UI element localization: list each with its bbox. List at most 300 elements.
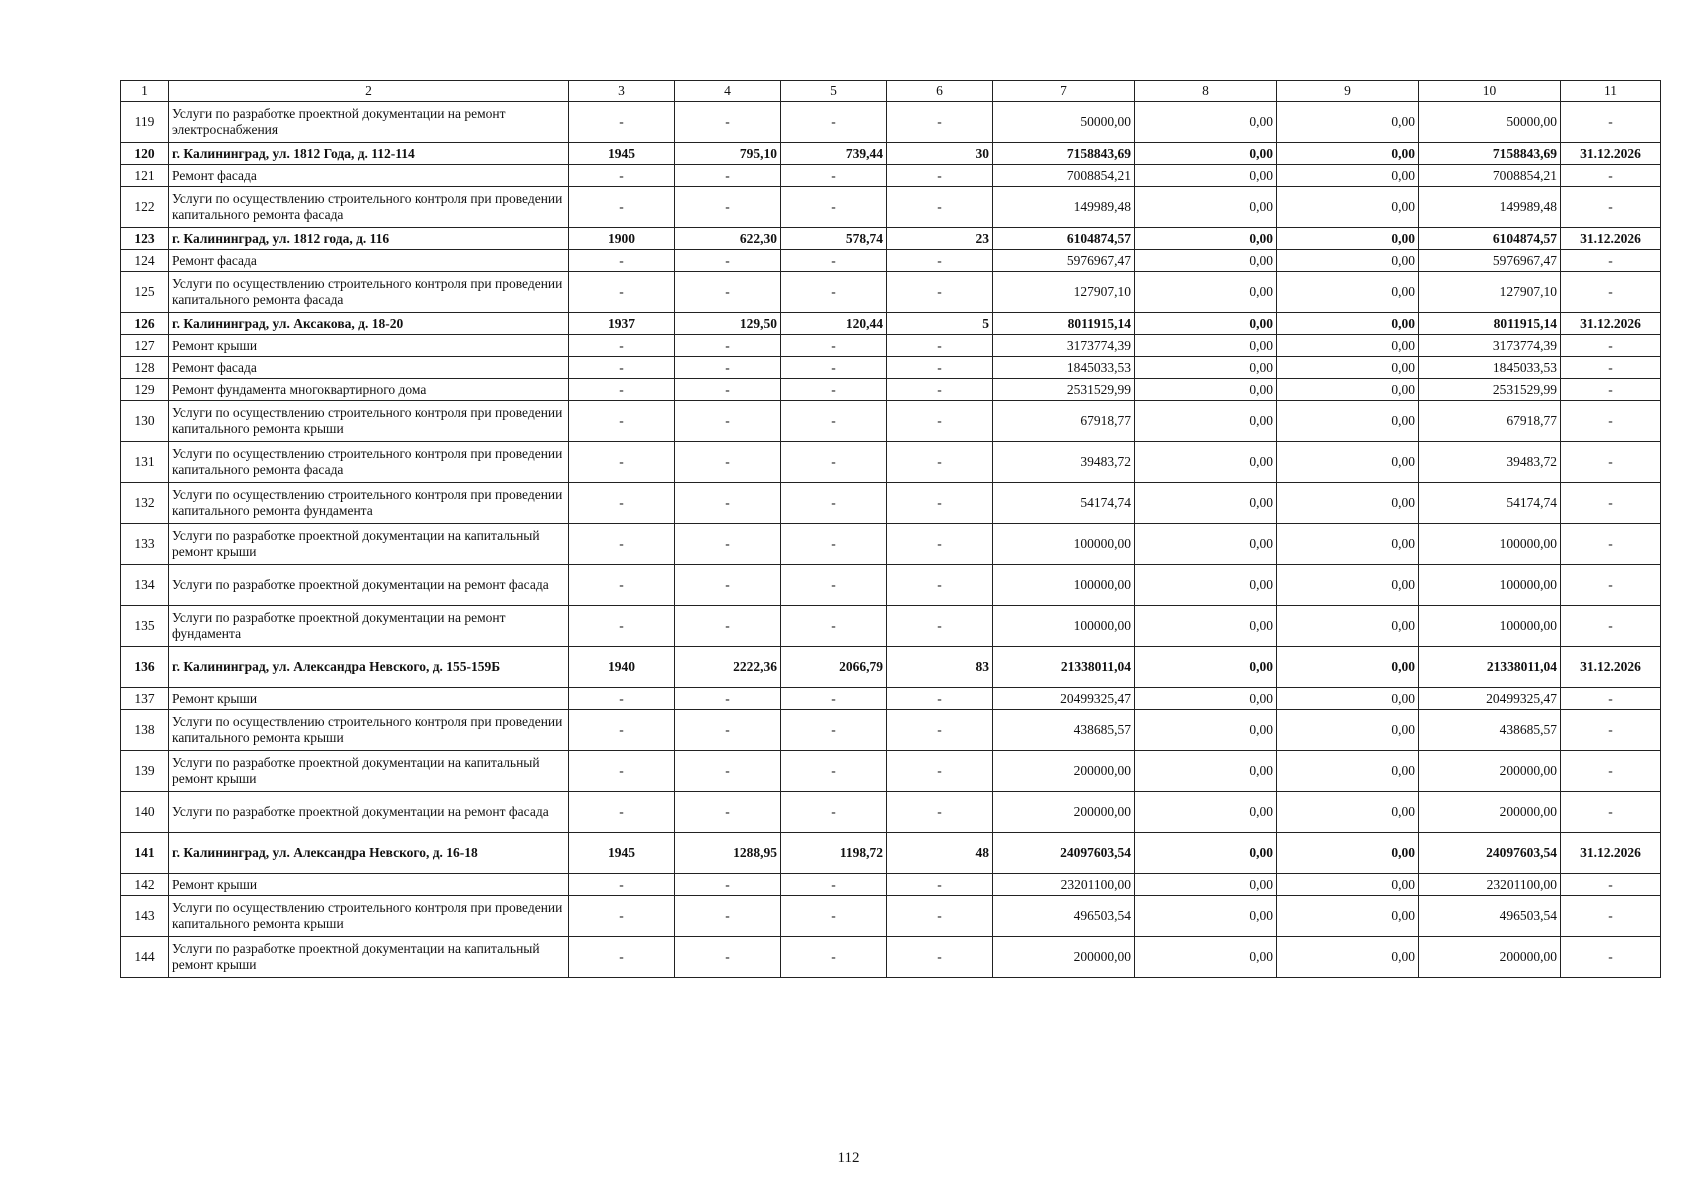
- cell-col9: 0,00: [1277, 524, 1419, 565]
- cell-col6: -: [887, 102, 993, 143]
- cell-deadline: -: [1561, 896, 1661, 937]
- cell-deadline: -: [1561, 442, 1661, 483]
- cell-col10: 127907,10: [1419, 272, 1561, 313]
- work-description: Услуги по осуществлению строительного контроля при проведении капитального ремонта фундамента: [169, 483, 569, 524]
- cell-col8: 0,00: [1135, 313, 1277, 335]
- cell-col10: 39483,72: [1419, 442, 1561, 483]
- cell-col4: -: [675, 250, 781, 272]
- work-description: г. Калининград, ул. Аксакова, д. 18-20: [169, 313, 569, 335]
- cell-col6: 83: [887, 647, 993, 688]
- cell-col9: 0,00: [1277, 228, 1419, 250]
- cell-col4: -: [675, 379, 781, 401]
- cell-col10: 3173774,39: [1419, 335, 1561, 357]
- cell-deadline: 31.12.2026: [1561, 833, 1661, 874]
- cell-total: 100000,00: [993, 606, 1135, 647]
- cell-col6: -: [887, 606, 993, 647]
- cell-year: -: [569, 335, 675, 357]
- cell-col6: -: [887, 379, 993, 401]
- table-row: [121, 313, 1661, 335]
- work-description: Услуги по осуществлению строительного контроля при проведении капитального ремонта крыши: [169, 710, 569, 751]
- cell-col9: 0,00: [1277, 688, 1419, 710]
- cell-col5: 739,44: [781, 143, 887, 165]
- cell-deadline: 31.12.2026: [1561, 313, 1661, 335]
- cell-col5: -: [781, 606, 887, 647]
- cell-col9: 0,00: [1277, 143, 1419, 165]
- row-number: 131: [121, 442, 169, 483]
- cell-col6: -: [887, 335, 993, 357]
- work-description: Ремонт фасада: [169, 357, 569, 379]
- cell-col5: -: [781, 401, 887, 442]
- cell-total: 39483,72: [993, 442, 1135, 483]
- cell-col9: 0,00: [1277, 401, 1419, 442]
- cell-deadline: 31.12.2026: [1561, 228, 1661, 250]
- cell-col5: -: [781, 357, 887, 379]
- cell-col6: -: [887, 874, 993, 896]
- cell-deadline: -: [1561, 751, 1661, 792]
- cell-col4: -: [675, 335, 781, 357]
- work-description: Услуги по осуществлению строительного контроля при проведении капитального ремонта фасада: [169, 272, 569, 313]
- cell-col9: 0,00: [1277, 250, 1419, 272]
- cell-year: -: [569, 250, 675, 272]
- table-row: [121, 143, 1661, 165]
- cell-col6: -: [887, 483, 993, 524]
- cell-col5: -: [781, 751, 887, 792]
- cell-year: -: [569, 751, 675, 792]
- cell-col4: -: [675, 874, 781, 896]
- cell-col10: 1845033,53: [1419, 357, 1561, 379]
- col-header-2: 2: [169, 81, 569, 102]
- row-number: 141: [121, 833, 169, 874]
- cell-year: -: [569, 792, 675, 833]
- cell-year: -: [569, 357, 675, 379]
- cell-total: 200000,00: [993, 792, 1135, 833]
- table-row: [121, 937, 1661, 978]
- work-description: Ремонт крыши: [169, 335, 569, 357]
- cell-deadline: -: [1561, 565, 1661, 606]
- cell-col8: 0,00: [1135, 874, 1277, 896]
- cell-col10: 149989,48: [1419, 187, 1561, 228]
- cell-col6: -: [887, 357, 993, 379]
- cell-deadline: -: [1561, 483, 1661, 524]
- table-row: [121, 524, 1661, 565]
- row-number: 124: [121, 250, 169, 272]
- cell-total: 438685,57: [993, 710, 1135, 751]
- cell-col6: -: [887, 688, 993, 710]
- cell-col5: -: [781, 187, 887, 228]
- cell-col4: -: [675, 792, 781, 833]
- work-description: Услуги по разработке проектной документации на ремонт фундамента: [169, 606, 569, 647]
- table-row: [121, 102, 1661, 143]
- cell-col6: 23: [887, 228, 993, 250]
- cell-col8: 0,00: [1135, 792, 1277, 833]
- row-number: 123: [121, 228, 169, 250]
- cell-col4: -: [675, 751, 781, 792]
- cell-col10: 5976967,47: [1419, 250, 1561, 272]
- cell-deadline: -: [1561, 524, 1661, 565]
- cell-total: 200000,00: [993, 937, 1135, 978]
- col-header-7: 7: [993, 81, 1135, 102]
- cell-year: 1937: [569, 313, 675, 335]
- work-description: Услуги по разработке проектной документации на ремонт фасада: [169, 565, 569, 606]
- cell-deadline: -: [1561, 379, 1661, 401]
- work-description: Услуги по разработке проектной документации на капитальный ремонт крыши: [169, 751, 569, 792]
- table-row: [121, 250, 1661, 272]
- cell-col8: 0,00: [1135, 143, 1277, 165]
- work-description: Услуги по осуществлению строительного контроля при проведении капитального ремонта крыши: [169, 401, 569, 442]
- cell-col6: 30: [887, 143, 993, 165]
- row-number: 143: [121, 896, 169, 937]
- cell-col8: 0,00: [1135, 937, 1277, 978]
- cell-col6: -: [887, 896, 993, 937]
- table-body: [121, 102, 1661, 978]
- row-number: 128: [121, 357, 169, 379]
- cell-col4: 795,10: [675, 143, 781, 165]
- cell-col4: -: [675, 688, 781, 710]
- table-row: [121, 647, 1661, 688]
- col-header-9: 9: [1277, 81, 1419, 102]
- cell-col6: -: [887, 792, 993, 833]
- cell-col4: -: [675, 896, 781, 937]
- cell-col10: 7158843,69: [1419, 143, 1561, 165]
- table-row: [121, 272, 1661, 313]
- row-number: 134: [121, 565, 169, 606]
- cell-col8: 0,00: [1135, 102, 1277, 143]
- cell-col10: 50000,00: [1419, 102, 1561, 143]
- cell-col8: 0,00: [1135, 896, 1277, 937]
- col-header-6: 6: [887, 81, 993, 102]
- cell-col8: 0,00: [1135, 272, 1277, 313]
- cell-col6: -: [887, 751, 993, 792]
- cell-col10: 438685,57: [1419, 710, 1561, 751]
- cell-col9: 0,00: [1277, 483, 1419, 524]
- work-description: г. Калининград, ул. 1812 года, д. 116: [169, 228, 569, 250]
- cell-col4: 622,30: [675, 228, 781, 250]
- table-row: [121, 792, 1661, 833]
- cell-deadline: 31.12.2026: [1561, 143, 1661, 165]
- cell-deadline: -: [1561, 187, 1661, 228]
- cell-total: 50000,00: [993, 102, 1135, 143]
- row-number: 142: [121, 874, 169, 896]
- cell-col8: 0,00: [1135, 379, 1277, 401]
- table-row: [121, 751, 1661, 792]
- cell-col9: 0,00: [1277, 379, 1419, 401]
- work-description: Ремонт фасада: [169, 250, 569, 272]
- cell-col9: 0,00: [1277, 272, 1419, 313]
- cell-total: 7008854,21: [993, 165, 1135, 187]
- cell-col8: 0,00: [1135, 688, 1277, 710]
- cell-year: 1900: [569, 228, 675, 250]
- work-description: Услуги по осуществлению строительного контроля при проведении капитального ремонта крыши: [169, 896, 569, 937]
- cell-col9: 0,00: [1277, 710, 1419, 751]
- cell-deadline: -: [1561, 710, 1661, 751]
- cell-col8: 0,00: [1135, 401, 1277, 442]
- cell-col9: 0,00: [1277, 937, 1419, 978]
- cell-year: 1940: [569, 647, 675, 688]
- cell-total: 496503,54: [993, 896, 1135, 937]
- cell-col4: -: [675, 102, 781, 143]
- cell-col10: 200000,00: [1419, 751, 1561, 792]
- cell-col6: -: [887, 165, 993, 187]
- cell-col10: 100000,00: [1419, 524, 1561, 565]
- table-row: [121, 335, 1661, 357]
- row-number: 130: [121, 401, 169, 442]
- cell-col8: 0,00: [1135, 250, 1277, 272]
- row-number: 129: [121, 379, 169, 401]
- cell-col8: 0,00: [1135, 565, 1277, 606]
- cell-deadline: -: [1561, 165, 1661, 187]
- work-description: г. Калининград, ул. Александра Невского, д. 16-18: [169, 833, 569, 874]
- work-description: Услуги по осуществлению строительного контроля при проведении капитального ремонта фасада: [169, 442, 569, 483]
- cell-year: -: [569, 524, 675, 565]
- row-number: 140: [121, 792, 169, 833]
- cell-col9: 0,00: [1277, 357, 1419, 379]
- cell-col10: 67918,77: [1419, 401, 1561, 442]
- cell-col9: 0,00: [1277, 606, 1419, 647]
- cell-col8: 0,00: [1135, 606, 1277, 647]
- cell-col9: 0,00: [1277, 792, 1419, 833]
- cell-col5: 2066,79: [781, 647, 887, 688]
- cell-year: 1945: [569, 143, 675, 165]
- cell-deadline: 31.12.2026: [1561, 647, 1661, 688]
- cell-total: 200000,00: [993, 751, 1135, 792]
- table-row: [121, 187, 1661, 228]
- cell-col4: -: [675, 710, 781, 751]
- row-number: 137: [121, 688, 169, 710]
- cell-col6: -: [887, 442, 993, 483]
- cell-col6: 5: [887, 313, 993, 335]
- cell-col10: 54174,74: [1419, 483, 1561, 524]
- cell-col6: 48: [887, 833, 993, 874]
- cell-total: 1845033,53: [993, 357, 1135, 379]
- row-number: 119: [121, 102, 169, 143]
- table-row: [121, 357, 1661, 379]
- cell-col8: 0,00: [1135, 442, 1277, 483]
- table-row: [121, 228, 1661, 250]
- cell-year: -: [569, 937, 675, 978]
- row-number: 127: [121, 335, 169, 357]
- cell-col4: -: [675, 483, 781, 524]
- cell-year: -: [569, 710, 675, 751]
- cell-col5: -: [781, 102, 887, 143]
- table-row: [121, 688, 1661, 710]
- cell-col9: 0,00: [1277, 442, 1419, 483]
- cell-year: -: [569, 401, 675, 442]
- cell-col9: 0,00: [1277, 647, 1419, 688]
- row-number: 126: [121, 313, 169, 335]
- cell-col5: -: [781, 792, 887, 833]
- program-table: [120, 80, 1661, 978]
- work-description: г. Калининград, ул. Александра Невского, д. 155-159Б: [169, 647, 569, 688]
- cell-col5: -: [781, 165, 887, 187]
- cell-col6: -: [887, 250, 993, 272]
- row-number: 121: [121, 165, 169, 187]
- cell-year: -: [569, 896, 675, 937]
- cell-col10: 7008854,21: [1419, 165, 1561, 187]
- cell-col9: 0,00: [1277, 313, 1419, 335]
- cell-col5: 1198,72: [781, 833, 887, 874]
- cell-col4: -: [675, 165, 781, 187]
- work-description: Услуги по разработке проектной документации на капитальный ремонт крыши: [169, 524, 569, 565]
- cell-col8: 0,00: [1135, 647, 1277, 688]
- cell-col8: 0,00: [1135, 833, 1277, 874]
- table-row: [121, 833, 1661, 874]
- cell-col5: -: [781, 710, 887, 751]
- cell-col9: 0,00: [1277, 165, 1419, 187]
- cell-year: -: [569, 272, 675, 313]
- row-number: 125: [121, 272, 169, 313]
- table-row: [121, 565, 1661, 606]
- cell-col10: 24097603,54: [1419, 833, 1561, 874]
- cell-col10: 200000,00: [1419, 937, 1561, 978]
- row-number: 136: [121, 647, 169, 688]
- cell-col6: -: [887, 401, 993, 442]
- work-description: Ремонт фасада: [169, 165, 569, 187]
- cell-col5: -: [781, 250, 887, 272]
- work-description: Ремонт фундамента многоквартирного дома: [169, 379, 569, 401]
- cell-col4: 1288,95: [675, 833, 781, 874]
- cell-col5: -: [781, 688, 887, 710]
- table-row: [121, 874, 1661, 896]
- cell-col6: -: [887, 565, 993, 606]
- work-description: Услуги по разработке проектной документации на ремонт электроснабжения: [169, 102, 569, 143]
- cell-col5: -: [781, 565, 887, 606]
- table-row: [121, 165, 1661, 187]
- table-row: [121, 710, 1661, 751]
- cell-col5: -: [781, 442, 887, 483]
- cell-col10: 20499325,47: [1419, 688, 1561, 710]
- cell-col4: -: [675, 524, 781, 565]
- cell-total: 54174,74: [993, 483, 1135, 524]
- cell-total: 24097603,54: [993, 833, 1135, 874]
- cell-deadline: -: [1561, 357, 1661, 379]
- cell-col5: -: [781, 524, 887, 565]
- cell-col9: 0,00: [1277, 751, 1419, 792]
- table-row: [121, 401, 1661, 442]
- cell-col8: 0,00: [1135, 483, 1277, 524]
- cell-deadline: -: [1561, 874, 1661, 896]
- cell-year: -: [569, 483, 675, 524]
- cell-col4: -: [675, 565, 781, 606]
- cell-col10: 23201100,00: [1419, 874, 1561, 896]
- cell-deadline: -: [1561, 401, 1661, 442]
- cell-year: -: [569, 165, 675, 187]
- cell-col10: 100000,00: [1419, 606, 1561, 647]
- cell-deadline: -: [1561, 688, 1661, 710]
- col-header-5: 5: [781, 81, 887, 102]
- cell-year: -: [569, 187, 675, 228]
- cell-col5: -: [781, 937, 887, 978]
- cell-year: -: [569, 102, 675, 143]
- cell-deadline: -: [1561, 937, 1661, 978]
- cell-col8: 0,00: [1135, 710, 1277, 751]
- work-description: Услуги по осуществлению строительного контроля при проведении капитального ремонта фасада: [169, 187, 569, 228]
- work-description: Ремонт крыши: [169, 688, 569, 710]
- cell-col5: -: [781, 272, 887, 313]
- cell-col9: 0,00: [1277, 896, 1419, 937]
- col-header-8: 8: [1135, 81, 1277, 102]
- cell-deadline: -: [1561, 272, 1661, 313]
- cell-col10: 21338011,04: [1419, 647, 1561, 688]
- cell-col8: 0,00: [1135, 165, 1277, 187]
- cell-col9: 0,00: [1277, 874, 1419, 896]
- cell-col9: 0,00: [1277, 833, 1419, 874]
- cell-col6: -: [887, 272, 993, 313]
- cell-year: -: [569, 379, 675, 401]
- cell-col5: -: [781, 335, 887, 357]
- col-header-10: 10: [1419, 81, 1561, 102]
- cell-year: 1945: [569, 833, 675, 874]
- table-row: [121, 606, 1661, 647]
- cell-col10: 496503,54: [1419, 896, 1561, 937]
- cell-col9: 0,00: [1277, 565, 1419, 606]
- cell-col9: 0,00: [1277, 187, 1419, 228]
- cell-col4: -: [675, 272, 781, 313]
- cell-col4: -: [675, 187, 781, 228]
- cell-col6: -: [887, 937, 993, 978]
- cell-year: -: [569, 874, 675, 896]
- row-number: 139: [121, 751, 169, 792]
- cell-total: 5976967,47: [993, 250, 1135, 272]
- cell-col6: -: [887, 524, 993, 565]
- cell-col5: 578,74: [781, 228, 887, 250]
- col-header-4: 4: [675, 81, 781, 102]
- table-row: [121, 379, 1661, 401]
- col-header-1: 1: [121, 81, 169, 102]
- row-number: 144: [121, 937, 169, 978]
- cell-total: 3173774,39: [993, 335, 1135, 357]
- cell-deadline: -: [1561, 606, 1661, 647]
- cell-col4: -: [675, 606, 781, 647]
- cell-col10: 2531529,99: [1419, 379, 1561, 401]
- cell-col4: -: [675, 937, 781, 978]
- page-number: 112: [837, 1150, 860, 1166]
- cell-col8: 0,00: [1135, 335, 1277, 357]
- cell-total: 100000,00: [993, 524, 1135, 565]
- cell-col9: 0,00: [1277, 335, 1419, 357]
- cell-year: -: [569, 565, 675, 606]
- cell-col8: 0,00: [1135, 187, 1277, 228]
- cell-col10: 8011915,14: [1419, 313, 1561, 335]
- cell-deadline: -: [1561, 335, 1661, 357]
- cell-total: 6104874,57: [993, 228, 1135, 250]
- cell-total: 8011915,14: [993, 313, 1135, 335]
- cell-col8: 0,00: [1135, 524, 1277, 565]
- cell-col10: 100000,00: [1419, 565, 1561, 606]
- cell-total: 127907,10: [993, 272, 1135, 313]
- cell-col5: -: [781, 896, 887, 937]
- cell-col6: -: [887, 710, 993, 751]
- cell-col5: -: [781, 379, 887, 401]
- cell-col6: -: [887, 187, 993, 228]
- cell-total: 7158843,69: [993, 143, 1135, 165]
- cell-deadline: -: [1561, 102, 1661, 143]
- row-number: 135: [121, 606, 169, 647]
- header-row: [121, 81, 1661, 102]
- work-description: Услуги по разработке проектной документации на капитальный ремонт крыши: [169, 937, 569, 978]
- cell-year: -: [569, 442, 675, 483]
- table-row: [121, 483, 1661, 524]
- cell-year: -: [569, 688, 675, 710]
- table-row: [121, 896, 1661, 937]
- cell-col8: 0,00: [1135, 751, 1277, 792]
- table-row: [121, 442, 1661, 483]
- row-number: 132: [121, 483, 169, 524]
- row-number: 133: [121, 524, 169, 565]
- cell-total: 21338011,04: [993, 647, 1135, 688]
- row-number: 122: [121, 187, 169, 228]
- row-number: 120: [121, 143, 169, 165]
- cell-col4: -: [675, 357, 781, 379]
